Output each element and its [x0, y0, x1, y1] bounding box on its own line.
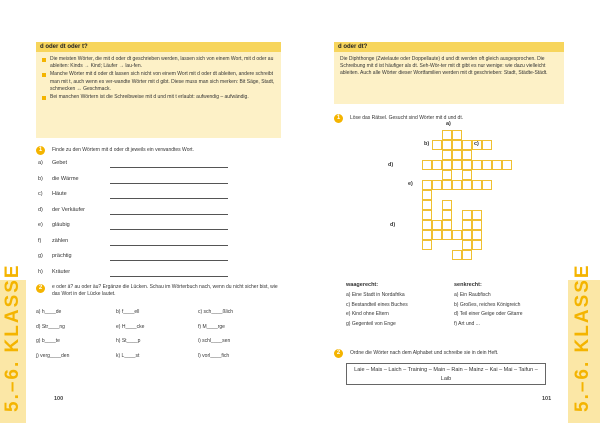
exercise-item-word: der Verkäufer: [52, 206, 86, 213]
answer-line[interactable]: [110, 276, 228, 277]
rule-text-right: Die Diphthonge (Zwielaute oder Doppellaute) d und dt werden oft gleich ausgesprochen. Die Schreibung mit d ist häufiger als dt. Seh-Wör-ter mit dt gibt es nur wenige: wie dazu vielleicht ableiten. Auch alle Wörter dieser Wortfamilien werden mit dt geschrieben: Stadt, Städte-Städt.: [340, 56, 548, 77]
gap-item[interactable]: k) L____st: [116, 352, 140, 359]
exercise-instruction: Löse das Rätsel. Gesucht sind Wörter mit d und dt.: [350, 115, 464, 121]
crossword-cell[interactable]: [472, 180, 482, 190]
right-page: [306, 0, 568, 423]
exercise-item-word: Kräuter: [52, 268, 71, 275]
rule-bullet: Bei manchen Wörtern ist die Schreibweise mit d und mit t erlaubt: aufwendig – aufwändig.: [42, 94, 276, 101]
crossword-cell[interactable]: [462, 180, 472, 190]
crossword-cell[interactable]: [432, 160, 442, 170]
gap-item[interactable]: a) h____de: [36, 309, 62, 315]
crossword-cell[interactable]: [472, 240, 482, 250]
gap-item[interactable]: g) b____te: [36, 338, 60, 344]
left-page: [26, 0, 296, 423]
exercise-item-word: gläubig: [52, 222, 70, 228]
exercise-instruction: Finde zu den Wörtern mit d oder dt jeweils ein verwandtes Wort.: [52, 147, 194, 153]
crossword-label: d): [390, 222, 396, 228]
exercise-number: 2: [334, 349, 343, 358]
side-tab-right-label: 5.–6. KLASSE: [572, 263, 593, 412]
exercise-item-label: g): [38, 253, 43, 259]
across-clue: g) Gegenteil von Enge: [346, 320, 396, 327]
crossword-cell[interactable]: [432, 230, 442, 240]
crossword-cell[interactable]: [452, 160, 462, 170]
gap-item[interactable]: e) H____cke: [116, 323, 145, 330]
crossword-cell[interactable]: [452, 180, 462, 190]
crossword-cell[interactable]: [422, 230, 432, 240]
crossword-label: a): [446, 121, 451, 127]
crossword-cell[interactable]: [482, 160, 492, 170]
crossword-cell[interactable]: [422, 160, 432, 170]
crossword-cell[interactable]: [442, 180, 452, 190]
crossword-cell[interactable]: [462, 170, 472, 180]
crossword-label: d): [388, 162, 394, 168]
answer-line[interactable]: [110, 245, 228, 246]
side-tab-left-label: 5.–6. KLASSE: [2, 263, 23, 412]
crossword-cell[interactable]: [462, 160, 472, 170]
crossword-cell[interactable]: [442, 220, 452, 230]
across-clue: e) Kind ohne Eltern: [346, 311, 389, 317]
exercise-item-label: f): [38, 237, 42, 244]
rule-bullet: Manche Wörter mit d oder dt lassen sich nicht von einem Wort mit d oder dt ableiten, andere schreibt man mit t, auch wenn es ver-wandte Wörter mit d gibt. Diese muss man sich merken: Bit Säge, Stadt, schmecken ↔ Geschmack.: [42, 71, 276, 93]
crossword-cell[interactable]: [452, 150, 462, 160]
gap-item[interactable]: h) St____p: [116, 338, 141, 344]
exercise-item-word: die Wärme: [52, 175, 79, 182]
down-clue: b) Großes, reiches Königreich: [454, 301, 521, 308]
crossword-cell[interactable]: [452, 130, 462, 140]
answer-line[interactable]: [110, 260, 228, 261]
page-number-right: 101: [542, 396, 552, 402]
exercise-item-label: a): [38, 160, 43, 166]
down-clue: f) Art und ...: [454, 320, 480, 327]
gap-item[interactable]: i) schl____sen: [198, 338, 231, 344]
exercise-item-word: zählen: [52, 237, 69, 244]
crossword-cell[interactable]: [442, 160, 452, 170]
exercise-item-word: prächtig: [52, 253, 72, 259]
answer-line[interactable]: [110, 167, 228, 168]
crossword-cell[interactable]: [422, 220, 432, 230]
crossword-cell[interactable]: [432, 180, 442, 190]
across-clue: c) Bestandteil eines Buches: [346, 301, 408, 308]
crossword-cell[interactable]: [442, 230, 452, 240]
crossword-cell[interactable]: [492, 160, 502, 170]
crossword-cell[interactable]: [462, 210, 472, 220]
exercise-item-word: Häute: [52, 191, 67, 197]
exercise-instruction: e oder ä? au oder äu? Ergänze die Lücken. Schau im Wörterbuch nach, wenn du nicht sicher bist, wie das Wort in der Lücke lautet.: [52, 284, 278, 297]
crossword-cell[interactable]: [472, 220, 482, 230]
gap-item[interactable]: d) Str____ng: [36, 323, 65, 330]
down-clue: a) Ein Raubfisch: [454, 292, 491, 298]
crossword-cell[interactable]: [442, 130, 452, 140]
exercise-instruction: Ordne die Wörter nach dem Alphabet und schreibe sie in dein Heft.: [350, 350, 499, 356]
exercise-item-label: b): [38, 175, 43, 182]
gap-item[interactable]: j) verg____den: [36, 352, 70, 359]
crossword-cell[interactable]: [422, 240, 432, 250]
crossword-cell[interactable]: [462, 140, 472, 150]
crossword-cell[interactable]: [422, 180, 432, 190]
crossword-cell[interactable]: [502, 160, 512, 170]
exercise-item-label: d): [38, 206, 43, 213]
exercise-number: 1: [36, 146, 45, 155]
across-title: waagerecht:: [346, 282, 379, 288]
answer-line[interactable]: [110, 198, 228, 199]
crossword-cell[interactable]: [472, 160, 482, 170]
gap-item[interactable]: f) M____rge: [198, 323, 225, 330]
rule-bullets-left: [42, 56, 276, 102]
crossword-label: b): [424, 141, 430, 147]
exercise-item-word: Gebet: [52, 160, 67, 166]
crossword-cell[interactable]: [472, 230, 482, 240]
crossword-cell[interactable]: [482, 180, 492, 190]
answer-line[interactable]: [110, 183, 228, 184]
crossword-cell[interactable]: [462, 230, 472, 240]
crossword-cell[interactable]: [462, 240, 472, 250]
crossword-cell[interactable]: [442, 140, 452, 150]
page-number-left: 100: [54, 396, 64, 402]
crossword-cell[interactable]: [422, 210, 432, 220]
crossword-cell[interactable]: [422, 190, 432, 200]
answer-line[interactable]: [110, 229, 228, 230]
crossword-cell[interactable]: [442, 200, 452, 210]
crossword-cell[interactable]: [452, 250, 462, 260]
crossword-cell[interactable]: [482, 140, 492, 150]
crossword-cell[interactable]: [462, 250, 472, 260]
crossword-cell[interactable]: [462, 220, 472, 230]
down-title: senkrecht:: [454, 282, 482, 288]
exercise-number: 2: [36, 284, 45, 293]
down-clue: d) Teil einer Geige oder Gitarre: [454, 311, 523, 317]
crossword-cell[interactable]: [452, 140, 462, 150]
gap-item[interactable]: c) sch____ßlich: [198, 309, 234, 315]
exercise-number: 1: [334, 114, 343, 123]
rule-title-right: d oder dt?: [334, 42, 564, 52]
crossword-cell[interactable]: [472, 210, 482, 220]
exercise-item-label: h): [38, 268, 43, 275]
rule-bullet: Die meisten Wörter, die mit d oder dt geschrieben werden, lassen sich von einem Wort, mit d oder au ableiten: Kinds → Kind; Läufer → lau-fen.: [42, 56, 276, 70]
answer-line[interactable]: [110, 214, 228, 215]
gap-item[interactable]: l) vorl____fich: [198, 352, 230, 359]
crossword-cell[interactable]: [432, 140, 442, 150]
word-box: Laie – Mais – Laich – Training – Main – Rain – Mainz – Kai – Mai – Taifun – Laib: [346, 363, 546, 385]
crossword-label: e): [408, 181, 413, 187]
crossword-cell[interactable]: [432, 220, 442, 230]
crossword-cell[interactable]: [442, 210, 452, 220]
gap-item[interactable]: b) f____ell: [116, 309, 140, 315]
crossword-cell[interactable]: [442, 150, 452, 160]
crossword-cell[interactable]: [442, 170, 452, 180]
across-clue: a) Eine Stadt in Nordafrika: [346, 292, 405, 298]
exercise-item-label: e): [38, 222, 43, 228]
exercise-item-label: c): [38, 191, 43, 197]
crossword-cell[interactable]: [462, 150, 472, 160]
crossword-label: c): [474, 141, 479, 147]
crossword-cell[interactable]: [422, 200, 432, 210]
rule-title-left: d oder dt oder t?: [36, 42, 281, 52]
crossword-cell[interactable]: [452, 230, 462, 240]
